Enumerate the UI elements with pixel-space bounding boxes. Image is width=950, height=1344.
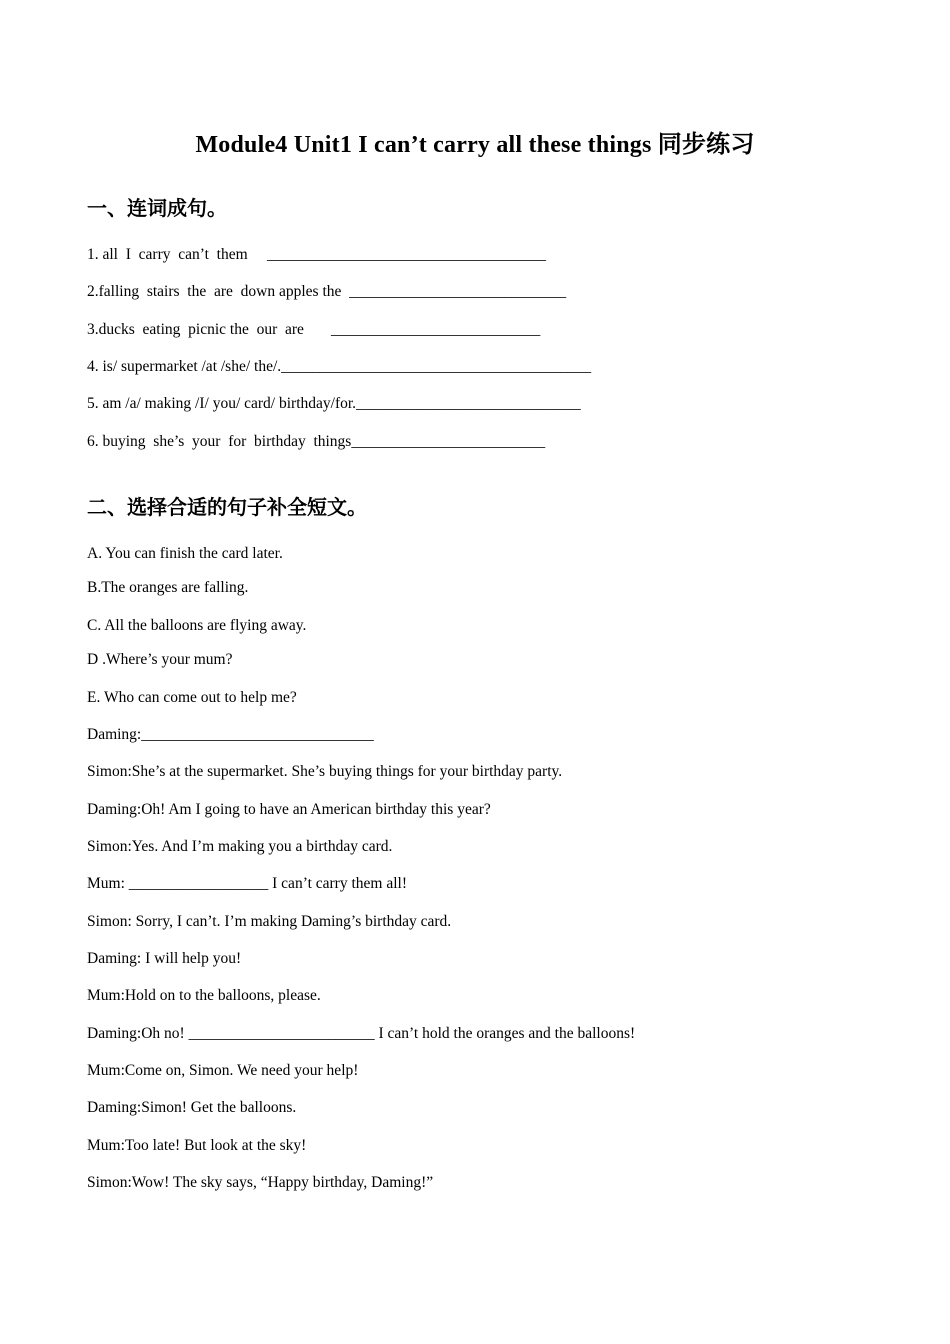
- dialogue-line: Daming:Simon! Get the balloons.: [87, 1099, 297, 1116]
- dialogue-line: Daming:Oh no! ________________________ I can’t hold the oranges and the balloons!: [87, 1025, 636, 1042]
- dialogue-line: Simon:Wow! The sky says, “Happy birthday, Daming!”: [87, 1174, 434, 1191]
- dialogue-line: Mum:Come on, Simon. We need your help!: [87, 1062, 359, 1079]
- dialogue-line: Mum:Too late! But look at the sky!: [87, 1137, 307, 1154]
- sentence-item-2: 2.falling stairs the are down apples the ____________________________: [87, 283, 567, 300]
- option-e: E. Who can come out to help me?: [87, 689, 297, 706]
- section-1-heading: 一、连词成句。: [87, 196, 227, 220]
- dialogue-line: Daming:______________________________: [87, 726, 374, 743]
- sentence-item-4: 4. is/ supermarket /at /she/ the/.________________________________________: [87, 358, 592, 375]
- dialogue-line: Simon:She’s at the supermarket. She’s buying things for your birthday party.: [87, 763, 563, 780]
- dialogue-line: Mum: __________________ I can’t carry them all!: [87, 875, 407, 892]
- sentence-item-6: 6. buying she’s your for birthday things_________________________: [87, 433, 546, 450]
- dialogue-line: Daming:Oh! Am I going to have an American birthday this year?: [87, 801, 491, 818]
- dialogue-line: Mum:Hold on to the balloons, please.: [87, 987, 321, 1004]
- option-c: C. All the balloons are flying away.: [87, 617, 307, 634]
- section-2-heading: 二、选择合适的句子补全短文。: [87, 495, 367, 519]
- option-a: A. You can finish the card later.: [87, 545, 283, 562]
- dialogue-line: Daming: I will help you!: [87, 950, 242, 967]
- option-b: B.The oranges are falling.: [87, 579, 249, 596]
- option-d: D .Where’s your mum?: [87, 651, 233, 668]
- worksheet-title: Module4 Unit1 I can’t carry all these things 同步练习: [195, 132, 755, 158]
- sentence-item-1: 1. all I carry can’t them ____________________________________: [87, 246, 547, 263]
- sentence-item-3: 3.ducks eating picnic the our are ___________________________: [87, 321, 541, 338]
- dialogue-line: Simon: Sorry, I can’t. I’m making Daming’s birthday card.: [87, 913, 452, 930]
- sentence-item-5: 5. am /a/ making /I/ you/ card/ birthday/for._____________________________: [87, 395, 581, 412]
- dialogue-line: Simon:Yes. And I’m making you a birthday card.: [87, 838, 393, 855]
